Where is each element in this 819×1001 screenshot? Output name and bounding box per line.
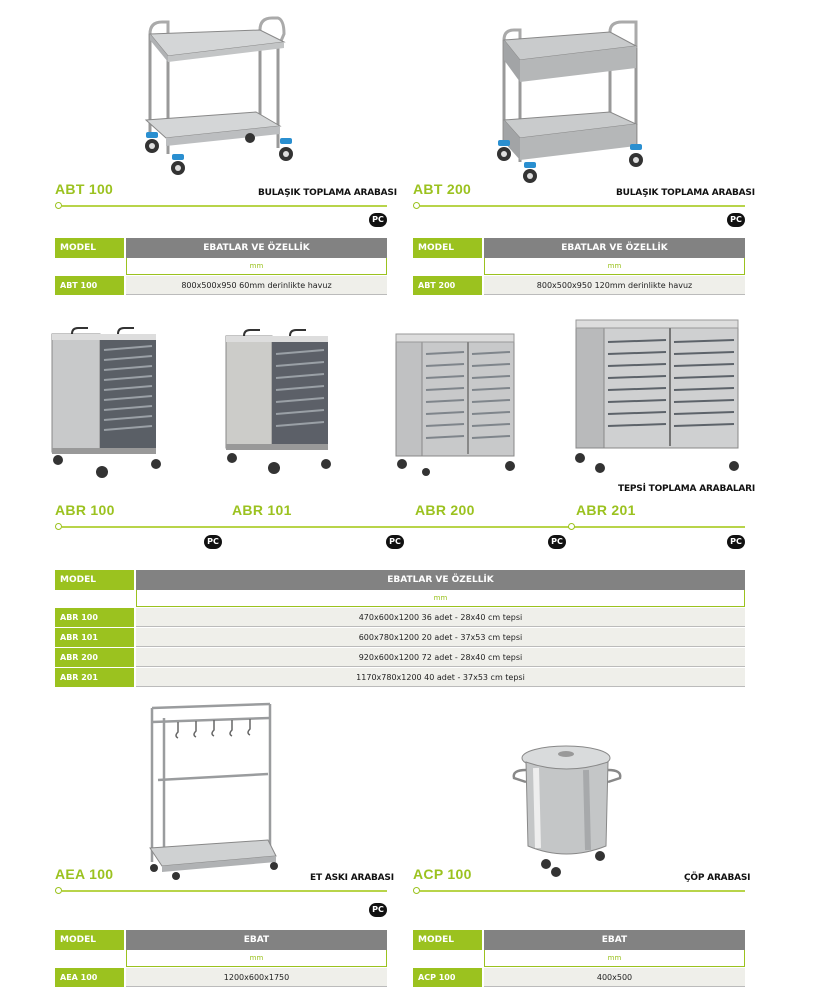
table-unit: mm	[484, 258, 745, 275]
divider-dot	[55, 523, 62, 530]
certification-mark-icon: PC	[727, 535, 745, 549]
product-code-abr100: ABR 100	[55, 502, 115, 518]
table-title-header: EBAT	[484, 930, 745, 950]
table-row: ABR 101 600x780x1200 20 adet - 37x53 cm tepsi	[55, 628, 745, 647]
aea100-rack-image	[144, 702, 280, 880]
table-model-header: MODEL	[413, 238, 484, 258]
product-caption-abr: TEPSİ TOPLAMA ARABALARI	[618, 484, 756, 494]
spec-table-abr	[55, 570, 745, 687]
divider-line	[62, 205, 387, 207]
product-code-acp100: ACP 100	[413, 866, 472, 882]
table-row: ACP 100 400x500	[413, 968, 745, 987]
table-title-header: EBAT	[126, 930, 387, 950]
divider-dot	[55, 887, 62, 894]
abt100-cart-image	[138, 14, 298, 182]
table-row: ABT 100 800x500x950 60mm derinlikte havuz	[55, 276, 387, 295]
divider-line	[420, 205, 745, 207]
acp100-bin-image	[506, 740, 632, 882]
table-title-header: EBATLAR VE ÖZELLİK	[126, 238, 387, 258]
certification-mark-icon: PC	[548, 535, 566, 549]
product-caption-abt100: BULAŞIK TOPLAMA ARABASI	[258, 188, 397, 198]
certification-mark-icon: PC	[204, 535, 222, 549]
divider-line	[62, 526, 745, 528]
spec-table-acp100	[413, 930, 745, 987]
certification-mark-icon: PC	[369, 213, 387, 227]
certification-mark-icon: PC	[386, 535, 404, 549]
table-unit: mm	[136, 590, 745, 607]
divider-dot	[55, 202, 62, 209]
table-model-header: MODEL	[55, 238, 126, 258]
table-row: ABR 100 470x600x1200 36 adet - 28x40 cm tepsi	[55, 608, 745, 627]
spec-table-aea100	[55, 930, 387, 987]
table-row: ABT 200 800x500x950 120mm derinlikte havuz	[413, 276, 745, 295]
table-unit: mm	[126, 950, 387, 967]
product-caption-aea100: ET ASKI ARABASI	[310, 873, 394, 883]
abt200-cart-image	[490, 18, 650, 186]
spec-table-abt200	[413, 238, 745, 295]
product-code-abt100: ABT 100	[55, 181, 114, 197]
table-title-header: EBATLAR VE ÖZELLİK	[136, 570, 745, 590]
spec-table-abt100	[55, 238, 387, 295]
product-code-abr200: ABR 200	[415, 502, 475, 518]
table-model-header: MODEL	[55, 570, 136, 590]
divider-line	[420, 890, 745, 892]
abr100-cart-image	[48, 326, 166, 484]
product-code-abt200: ABT 200	[413, 181, 472, 197]
divider-dot	[413, 202, 420, 209]
divider-dot	[568, 523, 575, 530]
abr200-cart-image	[392, 330, 522, 476]
abr101-cart-image	[222, 328, 340, 478]
abr201-cart-image	[570, 318, 746, 488]
divider-dot	[413, 887, 420, 894]
product-code-abr201: ABR 201	[576, 502, 636, 518]
certification-mark-icon: PC	[369, 903, 387, 917]
product-code-aea100: AEA 100	[55, 866, 114, 882]
table-title-header: EBATLAR VE ÖZELLİK	[484, 238, 745, 258]
table-unit: mm	[126, 258, 387, 275]
product-caption-abt200: BULAŞIK TOPLAMA ARABASI	[616, 188, 755, 198]
divider-line	[62, 890, 387, 892]
table-unit: mm	[484, 950, 745, 967]
certification-mark-icon: PC	[727, 213, 745, 227]
table-model-header: MODEL	[413, 930, 484, 950]
product-caption-acp100: ÇÖP ARABASI	[684, 873, 751, 883]
table-model-header: MODEL	[55, 930, 126, 950]
table-row: AEA 100 1200x600x1750	[55, 968, 387, 987]
table-row: ABR 200 920x600x1200 72 adet - 28x40 cm tepsi	[55, 648, 745, 667]
product-code-abr101: ABR 101	[232, 502, 292, 518]
table-row: ABR 201 1170x780x1200 40 adet - 37x53 cm tepsi	[55, 668, 745, 687]
